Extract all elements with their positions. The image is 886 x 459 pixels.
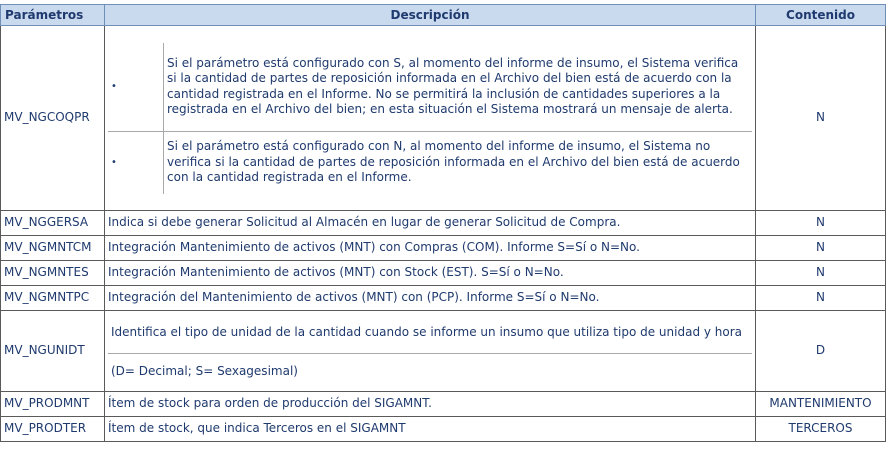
param-name: MV_NGMNTPC: [1, 286, 105, 311]
description-text: Ítem de stock, que indica Terceros en el SIGAMNT: [105, 417, 756, 442]
param-name: MV_NGGERSA: [1, 211, 105, 236]
description-text: Integración Mantenimiento de activos (MNT) con Compras (COM). Informe S=Sí o N=No.: [105, 236, 756, 261]
description-text: Integración del Mantenimiento de activos (MNT) con (PCP). Informe S=Sí o N=No.: [105, 286, 756, 311]
content-value: N: [756, 236, 886, 261]
param-name: MV_PRODTER: [1, 417, 105, 442]
parameters-table: [0, 4, 886, 442]
paragraph-text: (D= Decimal; S= Sexagesimal): [108, 353, 752, 390]
bullet-text: Si el parámetro está configurado con S, al momento del informe de insumo, el Sistema verifica si la cantidad de partes de reposición informada en el Archivo del bien está de acuerdo con la cantidad registrada en el Informe. No se permitirá la inclusión de cantidades superiores a la registrada en el Archivo del bien; en esta situación el Sistema mostrará un mensaje de alerta.: [167, 55, 739, 116]
header-row: [1, 5, 886, 26]
bullet-item: [108, 131, 752, 194]
description-cell: [105, 311, 756, 392]
bullet-text: Si el parámetro está configurado con N, al momento del informe de insumo, el Sistema no verifica si la cantidad de partes de reposición informada en el Archivo del bien está de acuerdo con la cantidad registrada en el Informe.: [164, 131, 753, 194]
content-value: MANTENIMIENTO: [756, 392, 886, 417]
bullet-marker: •: [108, 131, 164, 194]
content-value: D: [756, 311, 886, 392]
description-text: Indica si debe generar Solicitud al Almacén en lugar de generar Solicitud de Compra.: [105, 211, 756, 236]
content-value: N: [756, 286, 886, 311]
content-value: TERCEROS: [756, 417, 886, 442]
param-name: MV_NGMNTCM: [1, 236, 105, 261]
table-row: [1, 286, 886, 311]
header-contenido: Contenido: [756, 5, 886, 26]
table-row: [1, 261, 886, 286]
param-name: MV_NGCOQPR: [1, 26, 105, 211]
table-row: [1, 211, 886, 236]
param-name: MV_PRODMNT: [1, 392, 105, 417]
header-parametros: Parámetros: [1, 5, 105, 26]
table-row: [1, 236, 886, 261]
paragraph-text: Identifica el tipo de unidad de la cantidad cuando se informe un insumo que utiliza tipo de unidad y hora: [111, 324, 743, 339]
content-value: N: [756, 211, 886, 236]
paragraph-list: [108, 313, 752, 390]
content-value: N: [756, 261, 886, 286]
paragraph-item: [108, 353, 752, 390]
bullet-marker: •: [108, 43, 164, 132]
param-name: MV_NGUNIDT: [1, 311, 105, 392]
bullet-item: [108, 43, 752, 132]
description-cell: [105, 26, 756, 211]
param-name: MV_NGMNTES: [1, 261, 105, 286]
table-row: [1, 392, 886, 417]
header-descripcion: Descripción: [105, 5, 756, 26]
paragraph-item: [108, 313, 752, 354]
table-row: [1, 26, 886, 211]
description-text: Ítem de stock para orden de producción del SIGAMNT.: [105, 392, 756, 417]
table-row: [1, 417, 886, 442]
content-value: N: [756, 26, 886, 211]
bullet-list: [108, 43, 752, 194]
table-row: [1, 311, 886, 392]
description-text: Integración Mantenimiento de activos (MNT) con Stock (EST). S=Sí o N=No.: [105, 261, 756, 286]
